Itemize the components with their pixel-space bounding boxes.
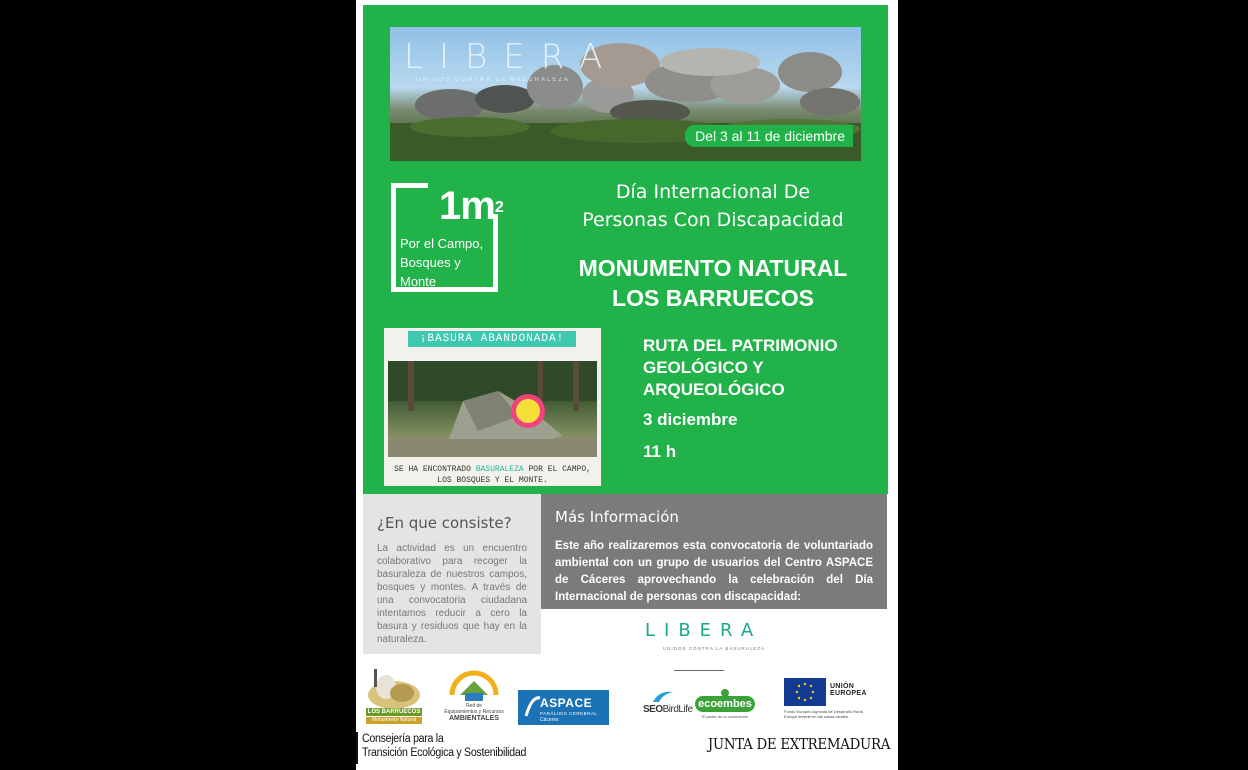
ruta-line: ARQUEOLÓGICO [643,380,785,399]
house-icon [444,665,504,703]
m2-line: Bosques y [400,255,461,270]
caption-text: SE HA ENCONTRADO [394,465,476,474]
info-panel [541,494,887,609]
monumento-line: LOS BARRUECOS [612,285,814,311]
ue-sub-line: Europa invierte en las zonas rurales [784,714,848,719]
dia-line: Personas Con Discapacidad [582,209,844,231]
red-line: Red de [465,703,483,709]
los-barruecos-logo [364,665,424,725]
ruta-line: GEOLÓGICO Y [643,358,764,377]
dia-internacional-heading [553,178,873,234]
red-line: Equipamientos y Recursos [444,709,504,715]
basura-caption [384,464,601,486]
caption-line [384,464,601,475]
hero-image [390,27,861,161]
libera-tagline: UNIDOS CONTRA LA BASURALEZA [416,77,571,83]
m2-line: Por el Campo, [400,236,484,251]
red-equipamientos-logo [444,665,504,725]
monumento-heading [548,253,878,313]
ue-sub-line: Fondo Europeo Agrícola de Desarrollo Rural [784,709,863,714]
m2-frame-top [391,183,428,188]
seo-name-bold: SEO [643,704,663,715]
event-time: 11 h [643,442,677,461]
libera-footer-tagline: UNIDOS CONTRA LA BASURALEZA [663,646,766,651]
basura-photo [388,361,597,457]
seo-birdlife-logo [641,688,693,722]
ecoembes-logo [695,688,755,722]
caption-text: POR EL CAMPO, [523,465,591,474]
consejeria-line: Consejería para la [362,733,444,745]
green-panel [363,5,888,494]
red-text [444,703,504,715]
ue-sub [784,709,889,719]
aspace-name: ASPACE [540,696,593,710]
ecoembes-name: ecoembes [695,696,755,712]
seo-name-suffix: BirdLife [662,704,693,715]
m2-title-text: 1m [439,184,495,228]
info-body: Este año realizaremos esta convocatoria de voluntariado ambiental con un grupo de usuarios del Centro ASPACE de Cáceres aprovechando la celebración del Día Internacional de personas con discapacidad: [555,540,873,603]
ue-name: UNIÓN EUROPEA [830,683,867,697]
aspace-city: Cáceres [540,717,559,723]
consiste-panel [363,494,541,654]
libera-footer-logo: LIBERA [645,620,763,641]
m2-text [400,234,483,291]
aspace-sub: PARÁLISIS CEREBRAL [540,711,598,716]
m2-logo [391,183,503,292]
m2-superscript: 2 [494,199,503,216]
barruecos-sub: Monumento Natural [366,717,422,724]
m2-title [439,186,503,226]
consiste-body: La actividad es un encuentro colaborativo para recoger la basuraleza de nuestros campos, bosques y montes. A través de una convocatoria ciudadana intentamos reducir a cero la basura y residuos que hay en la naturaleza. [377,543,527,645]
barruecos-name: LOS BARRUECOS [367,709,421,715]
consejeria-line: Transición Ecológica y Sostenibilidad [362,747,527,759]
basura-photo-card [384,328,601,486]
divider [674,670,724,671]
ecoembes-sub: El poder de tu contenedor [701,714,749,719]
date-badge: Del 3 al 11 de diciembre [685,125,853,147]
red-ambientales: AMBIENTALES [448,715,500,722]
seo-name [643,704,693,715]
trash-illustration [388,361,597,457]
aspace-logo [518,690,609,725]
poster [356,0,898,770]
dia-line: Día Internacional De [615,181,811,203]
junta-extremadura-logo: JUNTA DE EXTREMADURA [707,737,890,753]
info-title: Más Información [555,508,679,526]
m2-line: Monte [400,274,437,289]
event-date: 3 diciembre [643,410,738,429]
basura-label: ¡BASURA ABANDONADA! [408,331,576,347]
monumento-line: MONUMENTO NATURAL [578,255,848,281]
aspace-icon [522,690,542,725]
barruecos-bird-icon [364,665,424,709]
union-europea-logo [784,678,889,726]
caption-line: LOS BOSQUES Y EL MONTE. [437,476,548,485]
eu-stars-icon [784,678,826,706]
caption-highlight: BASURALEZA [475,465,524,474]
consejeria-bar [356,732,358,764]
bird-icon [649,688,679,704]
ruta-heading [643,335,873,401]
consejeria-text [362,732,526,760]
ruta-line: RUTA DEL PATRIMONIO [643,336,838,355]
libera-logo: LIBERA [404,37,619,77]
consejeria-footer [356,730,526,770]
consiste-title: ¿En que consiste? [377,514,512,532]
eu-flag-icon [784,678,826,706]
